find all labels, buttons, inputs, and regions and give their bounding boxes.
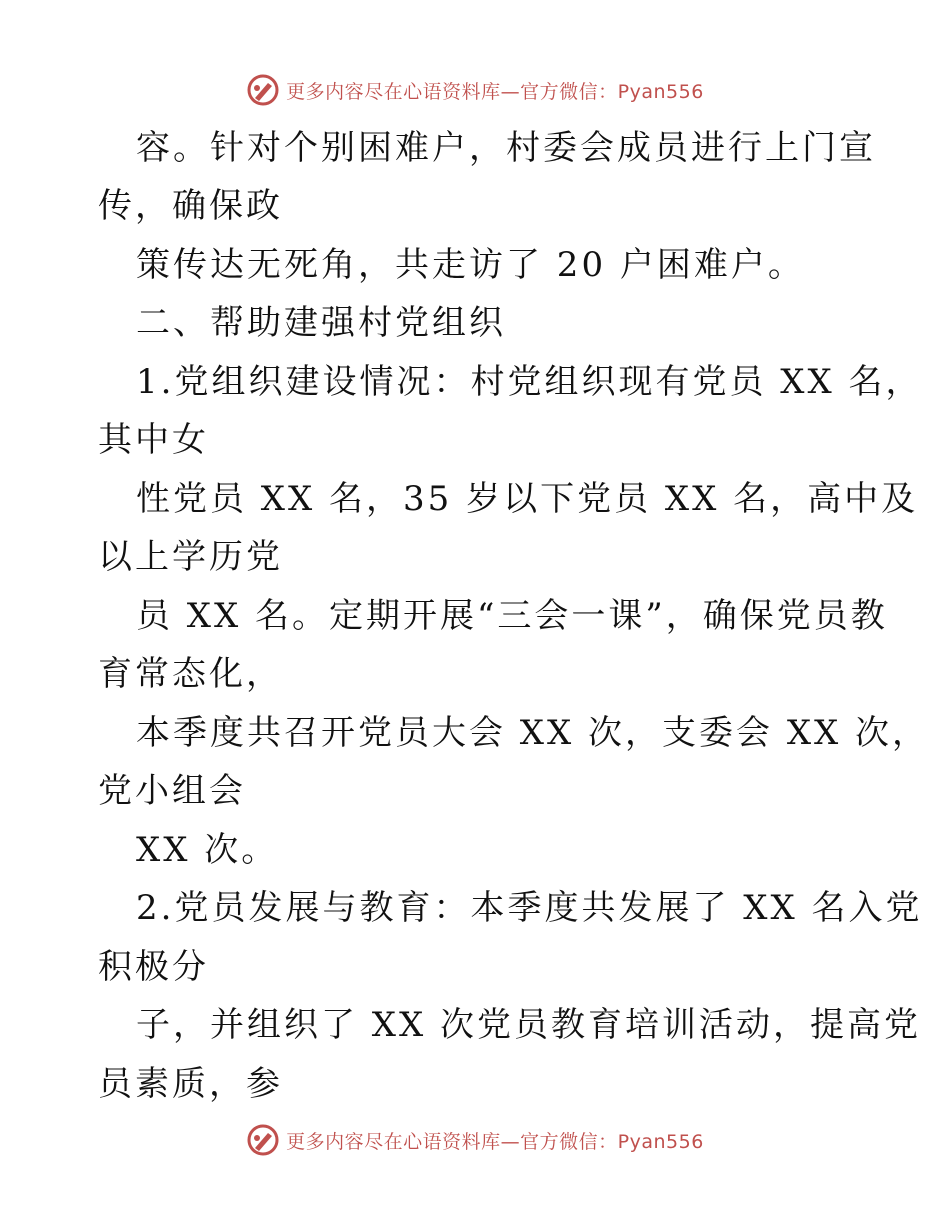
text-line: 传，确保政 bbox=[98, 186, 283, 226]
footer-watermark bbox=[0, 1120, 950, 1160]
text-line: 以上学历党 bbox=[98, 537, 283, 577]
text-line: 性党员 XX 名，35 岁以下党员 XX 名，高中及 bbox=[136, 479, 919, 519]
text-line: 子，并组织了 XX 次党员教育培训活动，提高党 bbox=[136, 1005, 922, 1045]
section-heading: 二、帮助建强村党组织 bbox=[136, 303, 506, 343]
text-line: 策传达无死角，共走访了 20 户困难户。 bbox=[136, 245, 805, 285]
text-line: 员 XX 名。定期开展“三会一课”，确保党员教 bbox=[136, 596, 888, 636]
text-line: 容。针对个别困难户，村委会成员进行上门宣 bbox=[136, 128, 876, 168]
text-line: 员素质，参 bbox=[98, 1064, 283, 1104]
text-line: XX 次。 bbox=[136, 830, 279, 870]
text-line: 积极分 bbox=[98, 947, 209, 987]
text-line: 党小组会 bbox=[98, 771, 246, 811]
text-line: 其中女 bbox=[98, 420, 209, 460]
text-line: 1.党组织建设情况：村党组织现有党员 XX 名， bbox=[136, 362, 923, 402]
text-line: 本季度共召开党员大会 XX 次，支委会 XX 次， bbox=[136, 713, 930, 753]
pen-logo-icon bbox=[246, 1123, 280, 1157]
text-line: 育常态化， bbox=[98, 654, 283, 694]
watermark-text: 更多内容尽在心语资料库—官方微信：Pyan556 bbox=[286, 80, 704, 103]
watermark-text: 更多内容尽在心语资料库—官方微信：Pyan556 bbox=[286, 1130, 704, 1153]
text-line: 2.党员发展与教育：本季度共发展了 XX 名入党 bbox=[136, 888, 923, 928]
